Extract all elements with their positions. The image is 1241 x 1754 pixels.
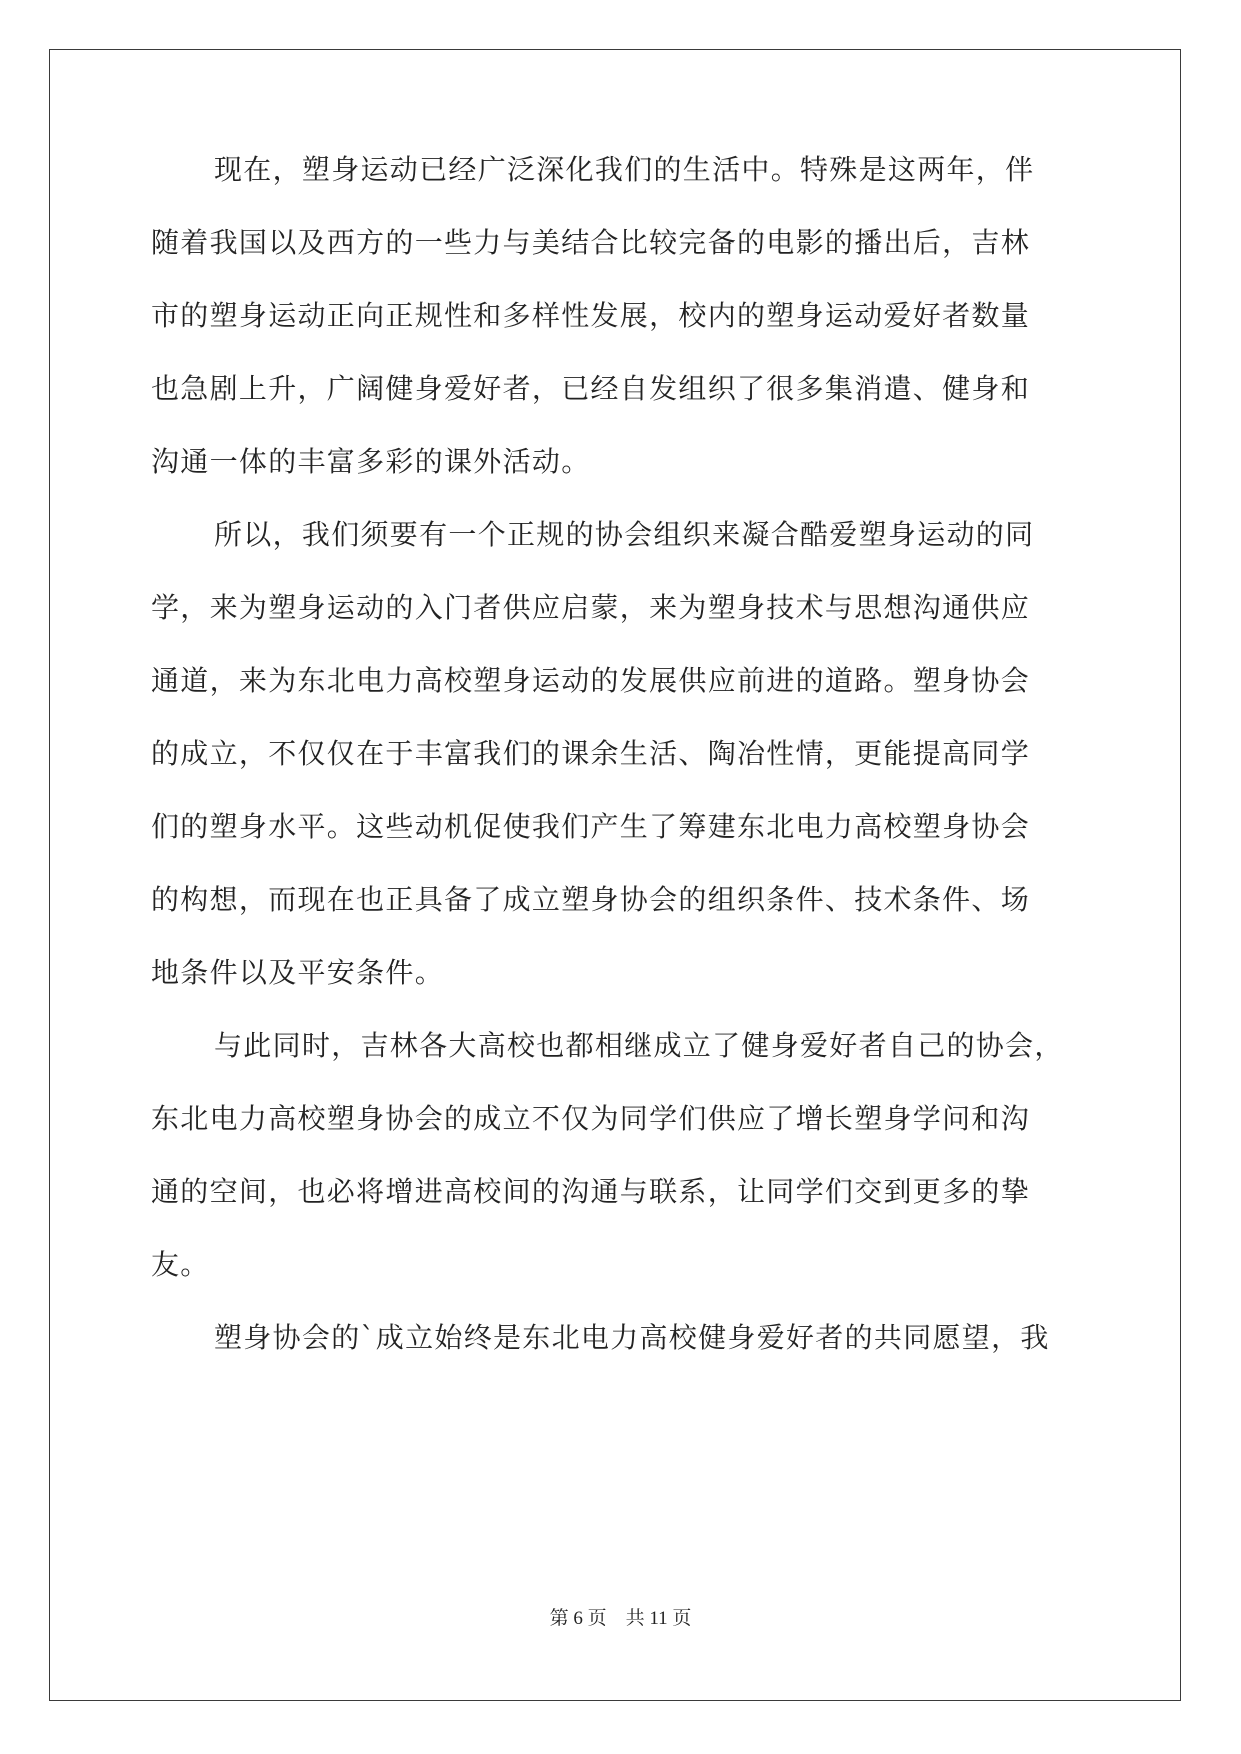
text-line: 东北电力高校塑身协会的成立不仅为同学们供应了增长塑身学问和沟 <box>151 1102 1031 1135</box>
text-line: 通道，来为东北电力高校塑身运动的发展供应前进的道路。塑身协会 <box>151 664 1031 697</box>
text-line: 的成立，不仅仅在于丰富我们的课余生活、陶冶性情，更能提高同学 <box>151 737 1031 770</box>
text-line: 通的空间，也必将增进高校间的沟通与联系，让同学们交到更多的挚 <box>151 1175 1031 1208</box>
page-number-footer: 第 6 页 共 11 页 <box>549 1608 692 1629</box>
text-line: 市的塑身运动正向正规性和多样性发展，校内的塑身运动爱好者数量 <box>151 299 1031 332</box>
text-line: 沟通一体的丰富多彩的课外活动。 <box>151 445 591 478</box>
text-line: 地条件以及平安条件。 <box>151 956 445 989</box>
text-line: 们的塑身水平。这些动机促使我们产生了筹建东北电力高校塑身协会 <box>151 810 1031 843</box>
text-line: 的构想，而现在也正具备了成立塑身协会的组织条件、技术条件、场 <box>151 883 1031 916</box>
text-line: 塑身协会的`成立始终是东北电力高校健身爱好者的共同愿望，我 <box>214 1321 1050 1354</box>
text-line: 与此同时，吉林各大高校也都相继成立了健身爱好者自己的协会， <box>214 1029 1064 1062</box>
text-line: 现在，塑身运动已经广泛深化我们的生活中。特殊是这两年，伴 <box>214 153 1035 186</box>
text-line: 友。 <box>151 1248 210 1281</box>
text-line: 学，来为塑身运动的入门者供应启蒙，来为塑身技术与思想沟通供应 <box>151 591 1031 624</box>
text-line: 也急剧上升，广阔健身爱好者，已经自发组织了很多集消遣、健身和 <box>151 372 1031 405</box>
text-line: 所以，我们须要有一个正规的协会组织来凝合酷爱塑身运动的同 <box>214 518 1035 551</box>
text-line: 随着我国以及西方的一些力与美结合比较完备的电影的播出后，吉林 <box>151 226 1031 259</box>
